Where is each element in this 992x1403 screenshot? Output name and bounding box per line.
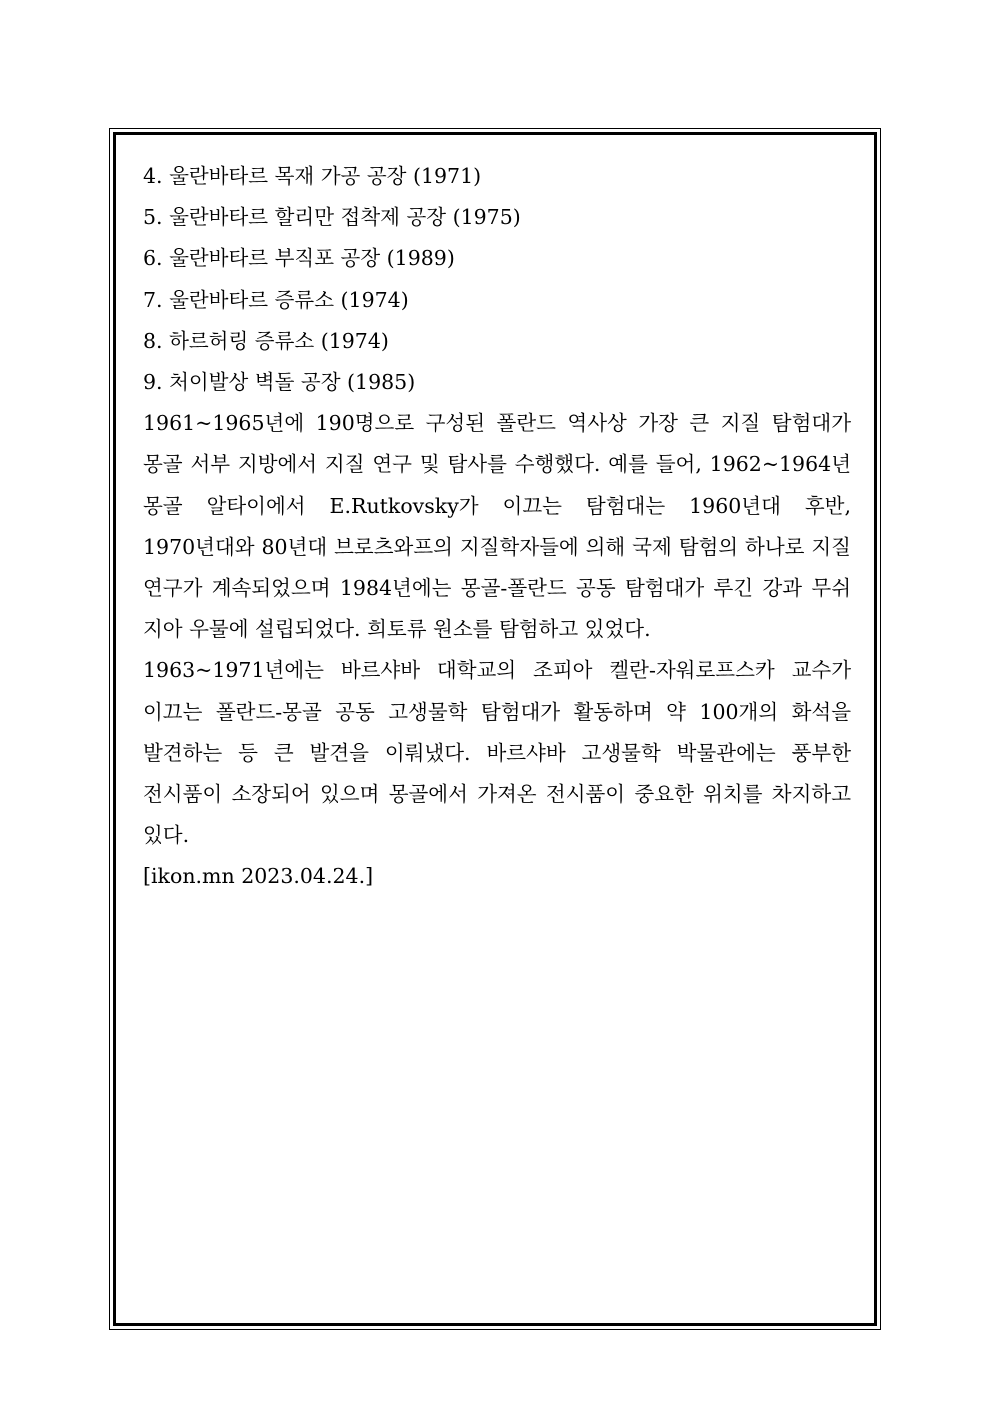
list-item-factory-8: 8. 하르허링 증류소 (1974) <box>143 328 389 353</box>
document-body <box>143 156 851 898</box>
source-citation: [ikon.mn 2023.04.24.] <box>143 864 374 889</box>
list-item-factory-5: 5. 울란바타르 할리만 접착제 공장 (1975) <box>143 205 521 230</box>
paragraph-geology-expedition: 1961~1965년에 190명으로 구성된 폴란드 역사상 가장 큰 지질 탐험대가 몽골 서부 지방에서 지질 연구 및 탐사를 수행했다. 예를 들어, 1962~1964년 몽골 알타이에서 E.Rutkovsky가 이끄는 탐험대는 1960년대 후반, 1970년대와 80년대 브로츠와프의 지질학자들에 의해 국제 탐험의 하나로 지질 연구가 계속되었으며 1984년에는 몽골-폴란드 공동 탐험대가 루긴 강과 무쉬 지아 우물에 설립되었다. 희토류 원소를 탐험하고 있었다. <box>143 411 851 642</box>
list-item-factory-7: 7. 울란바타르 증류소 (1974) <box>143 287 409 312</box>
list-item-factory-4: 4. 울란바타르 목재 가공 공장 (1971) <box>143 164 482 188</box>
list-item-factory-9: 9. 처이발상 벽돌 공장 (1985) <box>143 370 416 395</box>
list-item-factory-6: 6. 울란바타르 부직포 공장 (1989) <box>143 246 455 271</box>
paragraph-paleontology-expedition: 1963~1971년에는 바르샤바 대학교의 조피아 켈란-자워로프스카 교수가 이끄는 폴란드-몽골 공동 고생물학 탐험대가 활동하며 약 100개의 화석을 발견하는 등 큰 발견을 이뤄냈다. 바르샤바 고생물학 박물관에는 풍부한 전시품이 소장되어 있으며 몽골에서 가져온 전시품이 중요한 위치를 차지하고 있다. <box>143 658 851 848</box>
